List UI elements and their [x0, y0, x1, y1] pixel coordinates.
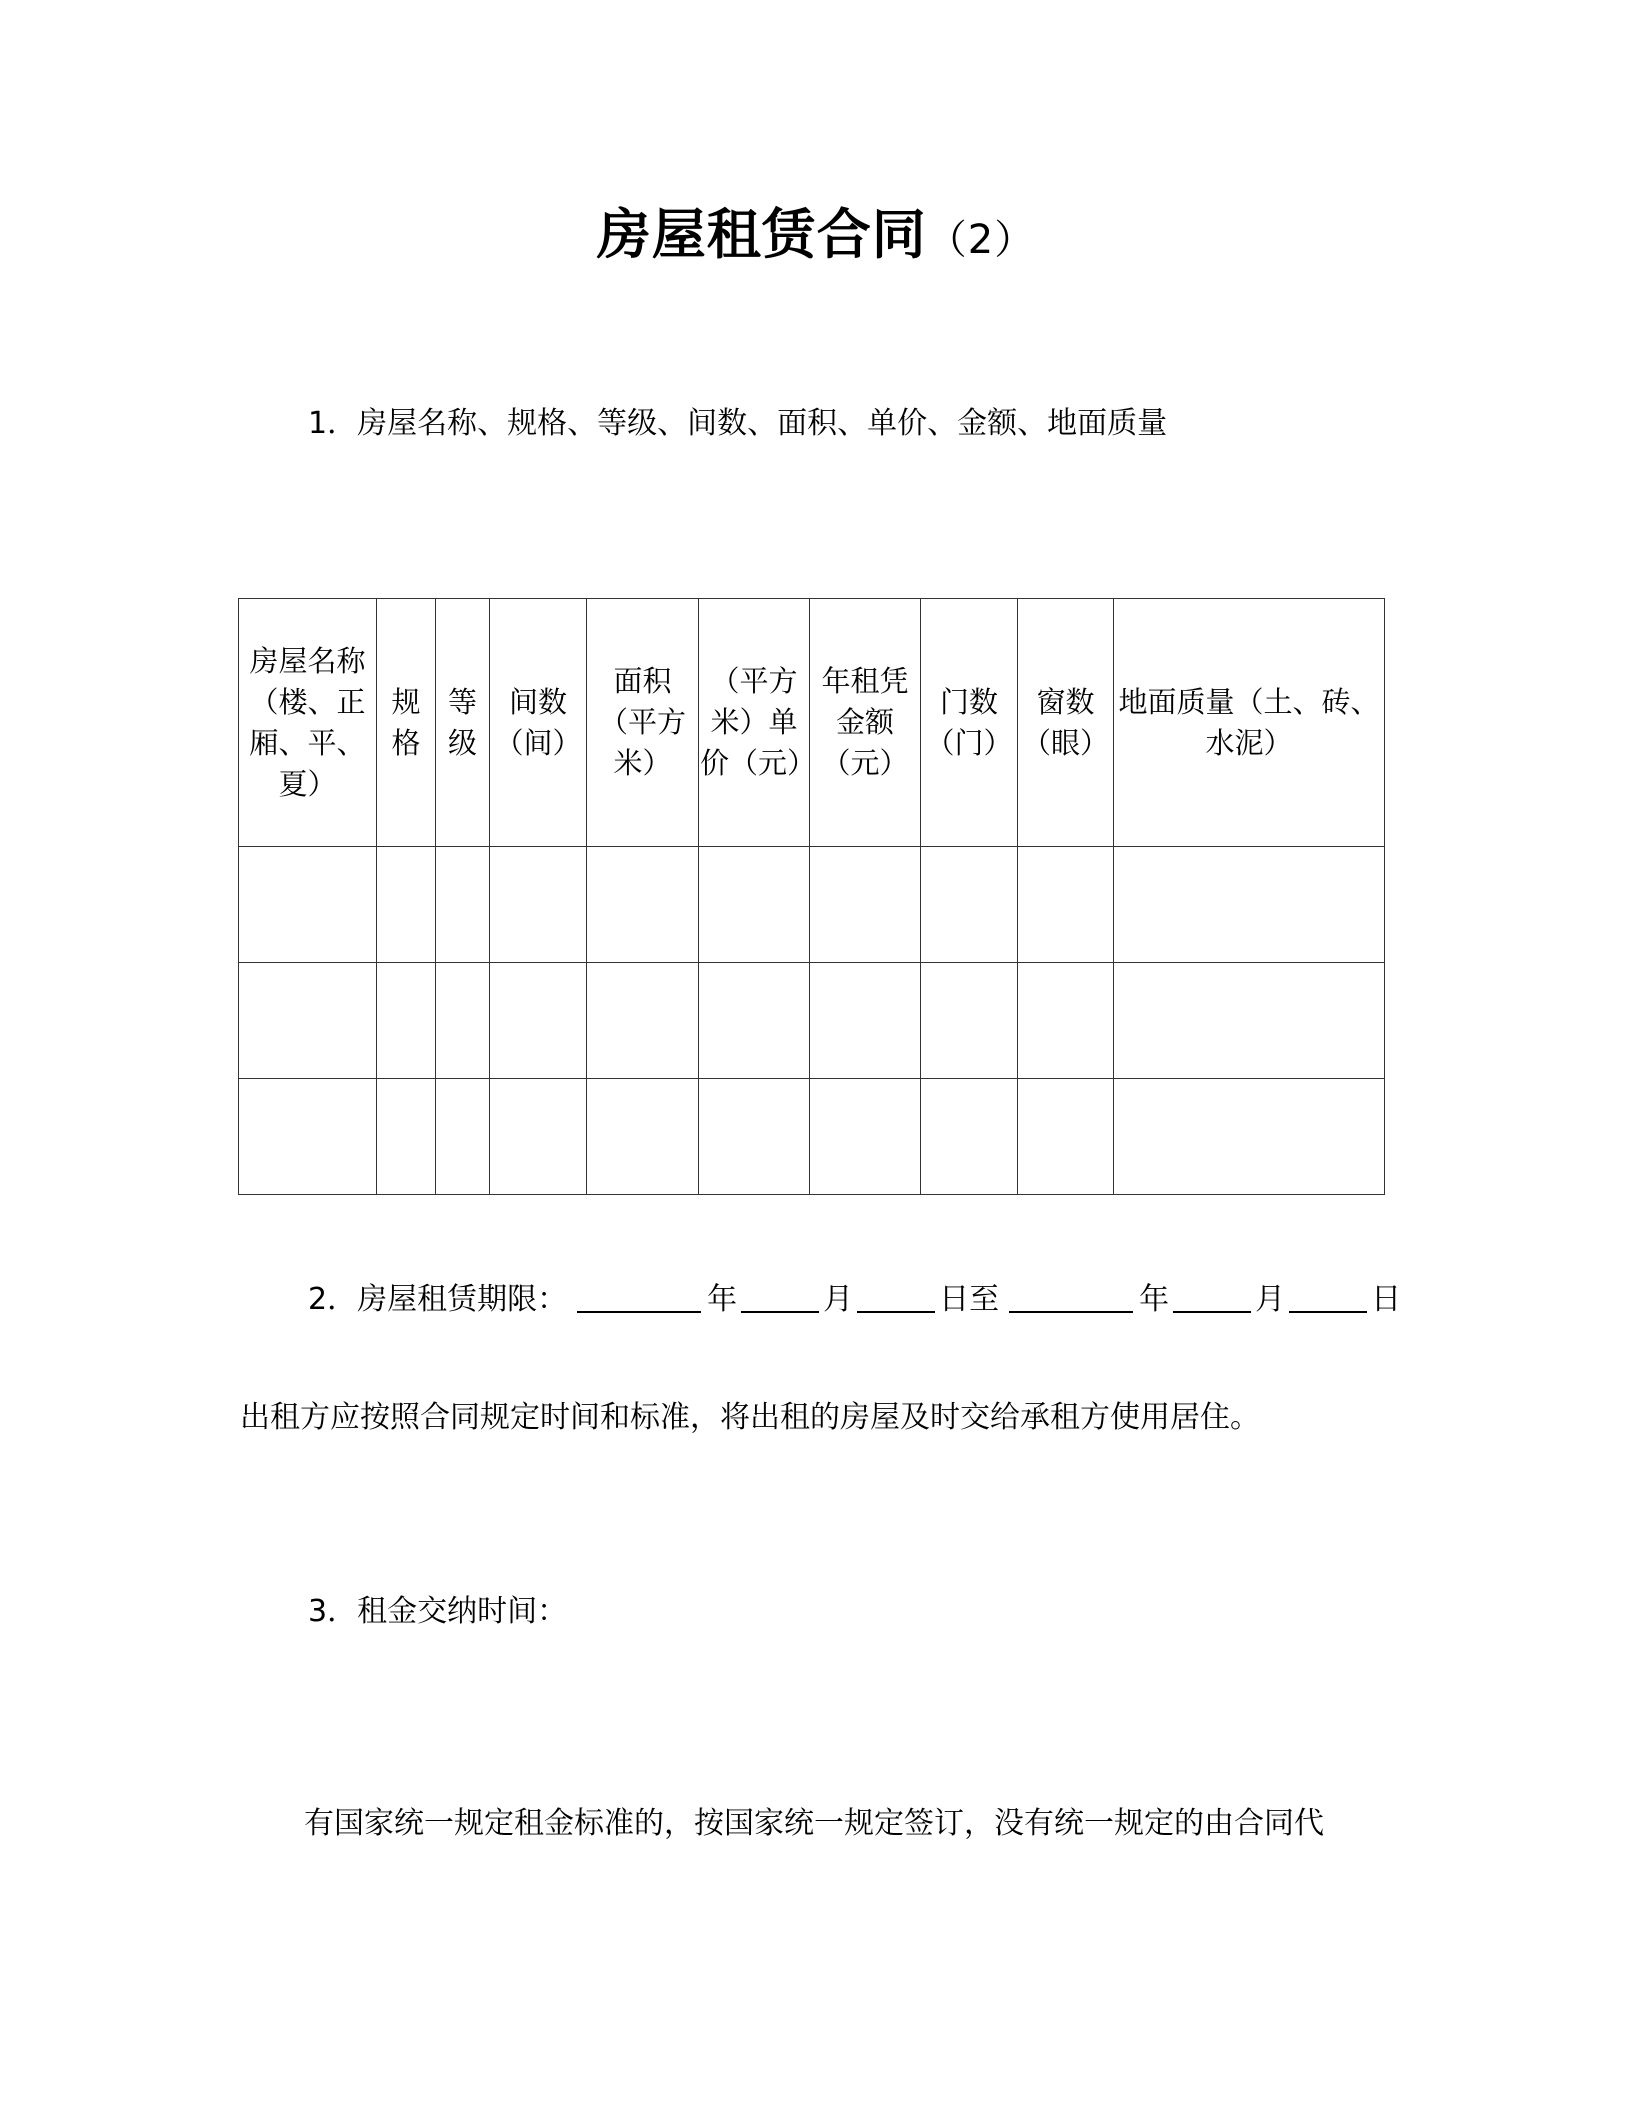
- table-header-row: [239, 599, 1385, 847]
- table-cell[interactable]: [921, 1079, 1018, 1195]
- table-cell[interactable]: [699, 963, 810, 1079]
- table-cell[interactable]: [377, 1079, 436, 1195]
- end-day-blank[interactable]: [1289, 1281, 1367, 1313]
- table-cell[interactable]: [239, 1079, 377, 1195]
- document-title-suffix: （2）: [926, 217, 1036, 263]
- start-day-to-unit: 日至: [939, 1282, 1000, 1317]
- start-year-unit: 年: [707, 1282, 738, 1317]
- table-cell[interactable]: [239, 963, 377, 1079]
- table-cell[interactable]: [587, 1079, 699, 1195]
- table-cell[interactable]: [1114, 963, 1385, 1079]
- house-details-table: [238, 598, 1385, 1195]
- table-cell[interactable]: [1114, 1079, 1385, 1195]
- column-header-unit-price: （平方米）单价（元）: [699, 599, 810, 847]
- table-cell[interactable]: [1018, 847, 1114, 963]
- start-year-blank[interactable]: [577, 1281, 701, 1313]
- section-3-paragraph: 有国家统一规定租金标准的，按国家统一规定签订，没有统一规定的由合同代: [304, 1806, 1324, 1841]
- table-cell[interactable]: [490, 847, 587, 963]
- table-cell[interactable]: [377, 963, 436, 1079]
- section-1-heading: 1．房屋名称、规格、等级、间数、面积、单价、金额、地面质量: [308, 406, 1168, 441]
- table-cell[interactable]: [810, 847, 921, 963]
- table-cell[interactable]: [1114, 847, 1385, 963]
- table-cell[interactable]: [921, 847, 1018, 963]
- table-cell[interactable]: [490, 963, 587, 1079]
- document-title: [0, 198, 1632, 277]
- table-cell[interactable]: [587, 963, 699, 1079]
- column-header-grade: 等级: [436, 599, 490, 847]
- table-row: [239, 1079, 1385, 1195]
- column-header-annual-rent: 年租凭金额（元）: [810, 599, 921, 847]
- column-header-house-name: 房屋名称（楼、正厢、平、夏）: [239, 599, 377, 847]
- column-header-room-count: 间数（间）: [490, 599, 587, 847]
- lease-term-label: 2．房屋租赁期限：: [308, 1282, 568, 1317]
- table-cell[interactable]: [699, 1079, 810, 1195]
- lease-term-line: [308, 1278, 1401, 1322]
- section-2-paragraph: 出租方应按照合同规定时间和标准，将出租的房屋及时交给承租方使用居住。: [240, 1400, 1260, 1435]
- table-cell[interactable]: [810, 1079, 921, 1195]
- start-month-blank[interactable]: [741, 1281, 819, 1313]
- table-cell[interactable]: [810, 963, 921, 1079]
- document-title-main: 房屋租赁合同: [596, 203, 927, 266]
- table-cell[interactable]: [377, 847, 436, 963]
- table-cell[interactable]: [699, 847, 810, 963]
- end-month-blank[interactable]: [1173, 1281, 1251, 1313]
- table-row: [239, 963, 1385, 1079]
- table-cell[interactable]: [436, 963, 490, 1079]
- start-day-blank[interactable]: [857, 1281, 935, 1313]
- table-cell[interactable]: [436, 847, 490, 963]
- column-header-door-count: 门数（门）: [921, 599, 1018, 847]
- table-row: [239, 847, 1385, 963]
- start-month-unit: 月: [823, 1282, 854, 1317]
- table-cell[interactable]: [436, 1079, 490, 1195]
- table-cell[interactable]: [1018, 963, 1114, 1079]
- end-day-unit: 日: [1371, 1282, 1402, 1317]
- column-header-area: 面积（平方米）: [587, 599, 699, 847]
- section-3-heading: 3．租金交纳时间：: [308, 1594, 568, 1629]
- table-cell[interactable]: [1018, 1079, 1114, 1195]
- end-year-blank[interactable]: [1009, 1281, 1133, 1313]
- table-cell[interactable]: [490, 1079, 587, 1195]
- table-cell[interactable]: [239, 847, 377, 963]
- table-cell[interactable]: [921, 963, 1018, 1079]
- end-month-unit: 月: [1255, 1282, 1286, 1317]
- column-header-window-count: 窗数（眼）: [1018, 599, 1114, 847]
- column-header-floor-quality: 地面质量（土、砖、水泥）: [1114, 599, 1385, 847]
- column-header-spec: 规格: [377, 599, 436, 847]
- end-year-unit: 年: [1139, 1282, 1170, 1317]
- table-cell[interactable]: [587, 847, 699, 963]
